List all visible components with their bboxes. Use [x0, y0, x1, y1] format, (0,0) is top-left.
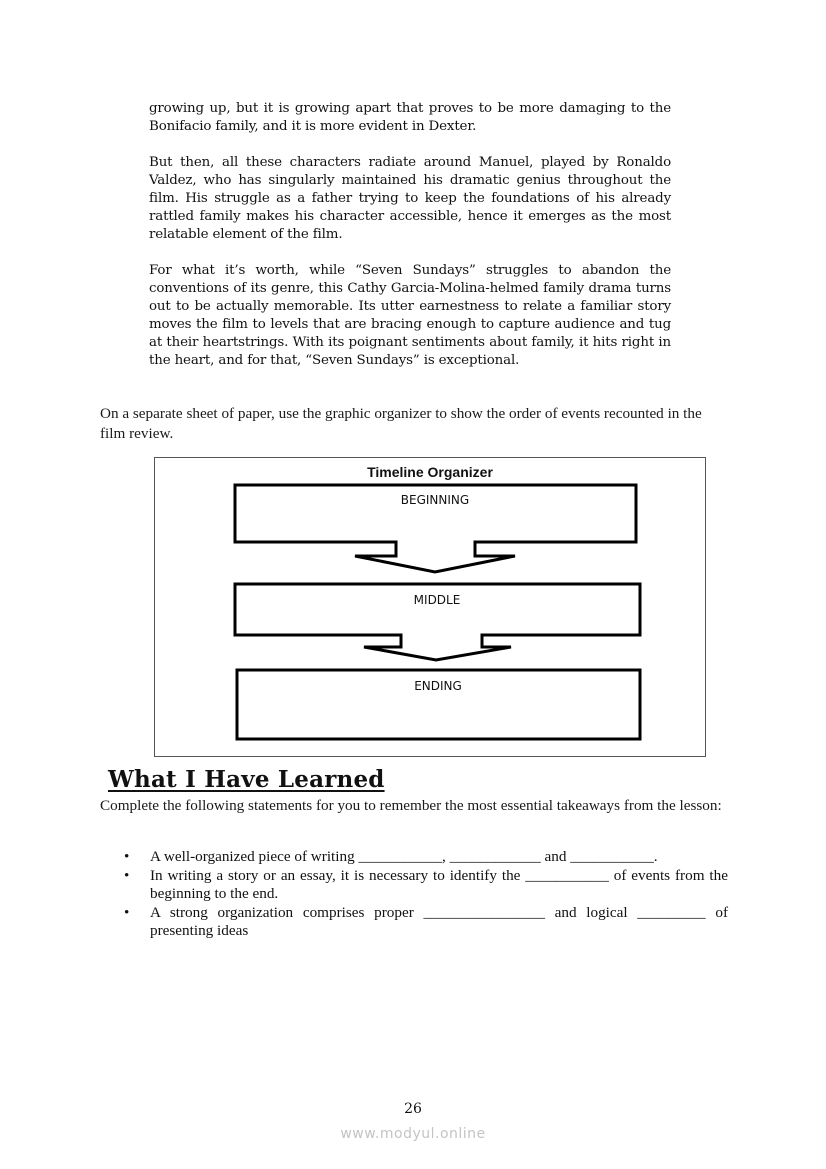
review-paragraph-3: For what it’s worth, while “Seven Sundays” struggles to abandon the conventions of its genre, this Cathy Garcia-Molina-helmed family drama turns out to be actually memorable. Its utter earnestness to relate a familiar story moves the film to levels that are bracing enough to capture audience and tug at their heartstrings. With its poignant sentiments about family, it hits right in the heart, and for that, “Seven Sundays” is exceptional. — [149, 263, 671, 368]
bullet-icon: • — [124, 903, 130, 921]
middle-label: MIDDLE — [413, 593, 461, 607]
section-heading: What I Have Learned — [108, 766, 385, 793]
organizer-title: Timeline Organizer — [367, 464, 493, 480]
bullet-icon: • — [124, 848, 130, 865]
takeaway-list — [110, 848, 728, 941]
ending-label: ENDING — [414, 679, 462, 693]
list-item — [110, 848, 728, 867]
list-item — [110, 904, 728, 941]
list-item-text: A strong organization comprises proper ________________ and logical _________ of presenting ideas — [150, 903, 728, 939]
review-paragraph-2: But then, all these characters radiate around Manuel, played by Ronaldo Valdez, who has singularly maintained his dramatic genius throughout the film. His struggle as a father trying to keep the foundations of his already rattled family makes his character accessible, hence it emerges as the most relatable element of the film. — [149, 155, 671, 242]
activity-instruction: On a separate sheet of paper, use the graphic organizer to show the order of events recounted in the film review. — [100, 405, 702, 442]
page-number: 26 — [404, 1101, 422, 1117]
bullet-icon: • — [124, 866, 130, 884]
watermark: www.modyul.online — [340, 1126, 486, 1142]
list-item — [110, 867, 728, 904]
review-paragraph-1: growing up, but it is growing apart that proves to be more damaging to the Bonifacio family, and it is more evident in Dexter. — [149, 101, 671, 134]
list-item-text: A well-organized piece of writing ___________, ____________ and ___________. — [150, 848, 658, 865]
list-item-text: In writing a story or an essay, it is necessary to identify the ___________ of events from the beginning to the end. — [150, 866, 728, 902]
timeline-organizer — [154, 457, 706, 757]
beginning-label: BEGINNING — [400, 493, 470, 507]
section-intro: Complete the following statements for you to remember the most essential takeaways from the lesson: — [100, 797, 722, 814]
